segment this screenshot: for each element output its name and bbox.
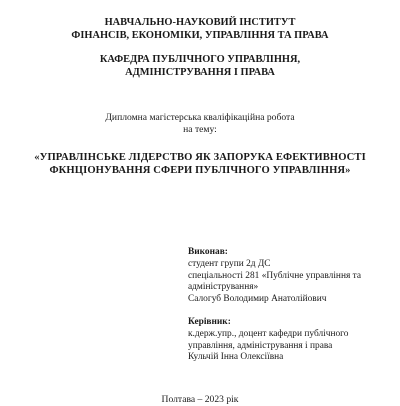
institute-line-2: ФІНАНСІВ, ЕКОНОМІКИ, УПРАВЛІННЯ ТА ПРАВА xyxy=(71,30,329,41)
supervisor-name: Кульчій Інна Олексіївна xyxy=(188,352,284,363)
work-type-line-2: на тему: xyxy=(183,124,217,135)
executor-name: Салогуб Володимир Анатолійович xyxy=(188,294,327,305)
supervisor-block xyxy=(188,317,393,364)
institute-line-1: НАВЧАЛЬНО-НАУКОВИЙ ІНСТИТУТ xyxy=(104,17,296,28)
topic-line-1: «УПРАВЛІНСЬКЕ ЛІДЕРСТВО ЯК ЗАПОРУКА ЕФЕКТИВНОСТІ xyxy=(34,152,366,163)
executor-block xyxy=(188,247,393,306)
department-line-2: АДМІНІСТРУВАННЯ І ПРАВА xyxy=(125,67,275,78)
department-name xyxy=(0,53,400,79)
department-line-1: КАФЕДРА ПУБЛІЧНОГО УПРАВЛІННЯ, xyxy=(99,54,301,65)
executor-heading: Виконав: xyxy=(188,247,228,257)
thesis-topic xyxy=(0,151,400,177)
institute-name xyxy=(0,16,400,42)
executor-specialty: спеціальності 281 «Публічне управління та адміністрування» xyxy=(188,270,361,293)
city-year: Полтава – 2023 рік xyxy=(161,394,239,405)
work-type xyxy=(0,112,400,136)
executor-group: студент групи 2д ДС xyxy=(188,258,271,269)
work-type-line-1: Дипломна магістерська кваліфікаційна робота xyxy=(105,112,295,123)
topic-line-2: ФКНЦІОНУВАННЯ СФЕРИ ПУБЛІЧНОГО УПРАВЛІННЯ» xyxy=(49,165,351,176)
supervisor-position: к.держ.упр., доцент кафедри публічного управління, адміністрування і права xyxy=(188,328,349,351)
supervisor-heading: Керівник: xyxy=(188,317,231,327)
